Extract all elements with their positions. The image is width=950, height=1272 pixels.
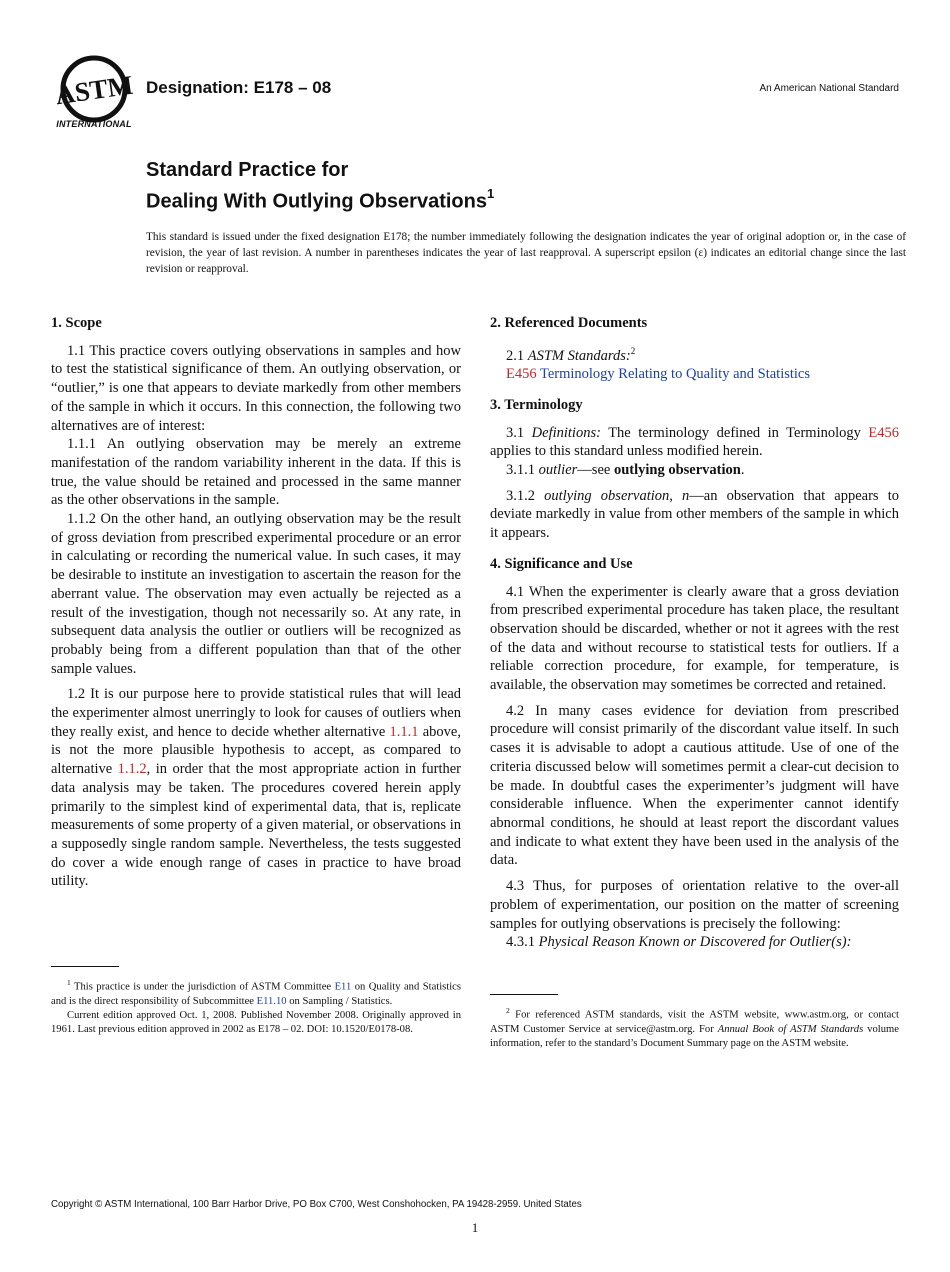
significance-heading: 4. Significance and Use bbox=[490, 555, 633, 572]
footnote-rule-right bbox=[490, 994, 558, 995]
scope-heading: 1. Scope bbox=[51, 315, 102, 331]
american-national-standard-label: An American National Standard bbox=[759, 83, 899, 94]
link-e456[interactable]: E456 bbox=[506, 366, 537, 383]
paragraph-4-3: 4.3 Thus, for purposes of orientation relative to the over-all problem of experimentation, our position on the matter of screening samples for outlying observations is precisely the following: bbox=[490, 878, 899, 932]
referenced-documents-heading: 2. Referenced Documents bbox=[490, 315, 648, 331]
paragraph-3-1-2: 3.1.2 outlying observation, n—an observation that appears to deviate markedly in value from other members of the sample in which it appears. bbox=[490, 487, 899, 542]
link-e456-terminology[interactable]: E456 bbox=[868, 424, 900, 441]
paragraph-1-1-2: 1.1.2 On the other hand, an outlying observation may be the result of gross deviation from prescribed experimental procedure or an error in calculating or recording the numerical value. In such cases, it may be desirable to institute an investigation to ascertain the reason for the aberrant value. The observation may even actually be rejected as a result of the investigation, though not necessarily so. At any rate, in subsequent data analysis the outlier or outliers will be recognized as probably being from a different population than that of the other sample values. bbox=[51, 511, 461, 677]
link-e11-10[interactable]: E11.10 bbox=[256, 995, 287, 1007]
reference-e456 bbox=[490, 365, 899, 384]
issuance-note: This standard is issued under the fixed designation E178; the number immediately following the designation indicates the year of original adoption or, in the case of revision, the year of last revision. A number in parentheses indicates the year of last reapproval. A superscript epsilon (ε) indicates an editorial change since the last revision or reapproval. bbox=[146, 231, 906, 275]
link-e11[interactable]: E11 bbox=[334, 981, 352, 993]
document-title bbox=[146, 158, 494, 215]
left-column bbox=[51, 314, 461, 891]
link-1-1-2[interactable]: 1.1.2 bbox=[117, 761, 147, 778]
paragraph-4-2: 4.2 In many cases evidence for deviation from prescribed procedure will consist primarily of the discordant value itself. In such cases it is advisable to adopt a cautious attitude. Use of one of the criteria discussed below will sometimes permit a clear-cut decision to be made. In doubtful cases the experimenter’s judgment will have considerable influence. When the experimenter cannot identify abnormal conditions, he should at least report the discordant values and indicate to what extent they have been used in the analysis of the data. bbox=[490, 702, 899, 869]
right-column bbox=[490, 314, 899, 952]
copyright-line: Copyright © ASTM International, 100 Barr Harbor Drive, PO Box C700, West Conshohocken, PA 19428-2959. United States bbox=[51, 1199, 582, 1210]
edition-note: Current edition approved Oct. 1, 2008. Published November 2008. Originally approved in 1961. Last previous edition approved in 2002 as E178 – 02. DOI: 10.1520/E0178-08. bbox=[51, 1010, 461, 1036]
designation: Designation: E178 – 08 bbox=[146, 78, 332, 97]
paragraph-3-1: 3.1 Definitions: The terminology defined in Terminology E456 applies to this standard unless modified herein. bbox=[490, 424, 900, 460]
page-number: 1 bbox=[471, 1220, 479, 1235]
footnote-rule-left bbox=[51, 966, 119, 967]
paragraph-1-2: 1.2 It is our purpose here to provide statistical rules that will lead the experimenter almost unerringly to look for causes of outliers when they really exist, and hence to decide whether alternative 1.1.1 above, is not the more plausible hypothesis to accept, as compared to alternative 1.1.2, in order that the most appropriate action in further data analysis may be taken. The procedures covered herein apply primarily to the simplest kind of experimental data, that is, replicate measurements of some property of a given material, or observations in a supposedly single random sample. Nevertheless, the tests suggested do cover a wide enough range of cases in practice to have broad utility. bbox=[51, 686, 461, 890]
link-e456-title[interactable]: Terminology Relating to Quality and Statistics bbox=[539, 366, 811, 383]
footnote-1: $^1$ This practice is under the jurisdiction of ASTM Committee E11 on Quality and Statistics and is the direct responsibility of Subcommittee E11.10 on Sampling / Statistics. Current edition approved Oct. 1, 2008. Published November 2008. Originally approved in 1961. Last previous edition approved in 2002 as E178 – 02. DOI: 10.1520/E0178-08. bbox=[51, 976, 461, 1038]
logo-international-text: INTERNATIONAL bbox=[56, 119, 132, 129]
link-1-1-1[interactable]: 1.1.1 bbox=[389, 723, 419, 740]
title-line-1: Standard Practice for bbox=[146, 159, 349, 181]
paragraph-4-3-1: 4.3.1 Physical Reason Known or Discovered for Outlier(s): bbox=[506, 934, 852, 951]
terminology-heading: 3. Terminology bbox=[490, 396, 583, 413]
paragraph-1-1-1: 1.1.1 An outlying observation may be merely an extreme manifestation of the random variability inherent in the data. If this is true, the value should be retained and processed in the same manner as the other observations in the sample. bbox=[51, 436, 461, 509]
logo-lettering: ASTM bbox=[53, 69, 135, 111]
paragraph-4-1: 4.1 When the experimenter is clearly aware that a gross deviation from prescribed experimental procedure has taken place, the resultant observation should be discarded, whether or not it agrees with the rest of the data and without recourse to statistical tests for outliers. If a reliable correction procedure, for example, for temperature, is available, the observation may sometimes be corrected and retained. bbox=[490, 583, 899, 694]
footnote-2: $^2$ For referenced ASTM standards, visit the ASTM website, www.astm.org, or contact ASTM Customer Service at service@astm.org. For Annual Book of ASTM Standards volume information, refer to the standard’s Document Summary page on the ASTM website. bbox=[490, 1006, 899, 1050]
paragraph-3-1-1: 3.1.1 outlier—see outlying observation. bbox=[506, 462, 745, 479]
paragraph-1-1: 1.1 This practice covers outlying observations in samples and how to test the statistical significance of them. An outlying observation, or “outlier,” is one that appears to deviate markedly from other members of the sample in which it occurs. In this connection, the following two alternatives are of interest: bbox=[51, 342, 461, 434]
title-footnote-mark: 1 bbox=[486, 186, 495, 201]
title-line-2: Dealing With Outlying Observations$^1$ bbox=[146, 186, 495, 213]
paragraph-2-1: 2.1 ASTM Standards:$^2$ bbox=[506, 345, 636, 364]
